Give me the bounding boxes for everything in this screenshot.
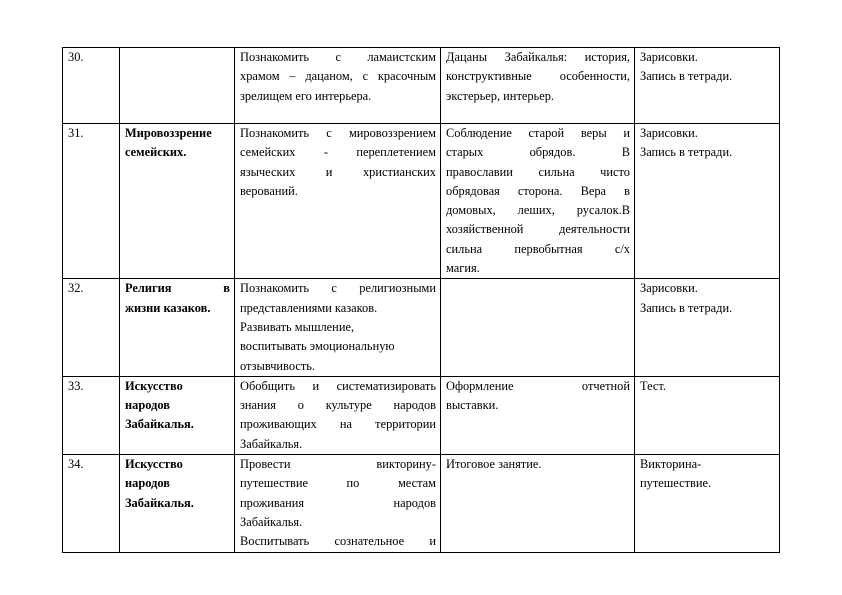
lesson-topic: Мировоззрение семейских. (120, 124, 235, 279)
row-number: 33. (63, 376, 120, 454)
lesson-goals: Познакомить с ламаистским храмом – дацаном, с красочным зрелищем его интерьера. (235, 48, 441, 124)
lesson-goals: Познакомить с мировоззрением семейских - переплетением языческих и христианских верований. (235, 124, 441, 279)
lesson-goals: Провести викторину- путешествие по местам проживания народов Забайкалья. Воспитывать сознательное и (235, 455, 441, 552)
lesson-content: Итоговое занятие. (441, 455, 635, 552)
lesson-content: Соблюдение старой веры и старых обрядов. В православии сильна чисто обрядовая сторона. Вера в домовых, леших, русалок.В хозяйственной деятельности сильна первобытная с/х магия. (441, 124, 635, 279)
lesson-plan-table (62, 47, 780, 553)
table-row (63, 124, 780, 279)
lesson-goals: Познакомить с религиозными представлениями казаков. Развивать мышление, воспитывать эмоциональную отзывчивость. (235, 279, 441, 376)
lesson-form: Зарисовки. Запись в тетради. (635, 48, 780, 124)
lesson-goals: Обобщить и систематизировать знания о культуре народов проживающих на территории Забайкалья. (235, 376, 441, 454)
lesson-content: Оформление отчетной выставки. (441, 376, 635, 454)
row-number: 34. (63, 455, 120, 552)
lesson-content (441, 279, 635, 376)
row-number: 32. (63, 279, 120, 376)
lesson-form: Викторина- путешествие. (635, 455, 780, 552)
lesson-topic: Религия в жизни казаков. (120, 279, 235, 376)
lesson-topic: Искусство народов Забайкалья. (120, 376, 235, 454)
table-row (63, 48, 780, 124)
table-row (63, 279, 780, 376)
lesson-form: Зарисовки. Запись в тетради. (635, 279, 780, 376)
lesson-form: Тест. (635, 376, 780, 454)
lesson-content: Дацаны Забайкалья: история, конструктивные особенности, экстерьер, интерьер. (441, 48, 635, 124)
lesson-topic: Искусство народов Забайкалья. (120, 455, 235, 552)
row-number: 30. (63, 48, 120, 124)
table-row (63, 376, 780, 454)
lesson-form: Зарисовки. Запись в тетради. (635, 124, 780, 279)
row-number: 31. (63, 124, 120, 279)
lesson-topic (120, 48, 235, 124)
table-row (63, 455, 780, 552)
